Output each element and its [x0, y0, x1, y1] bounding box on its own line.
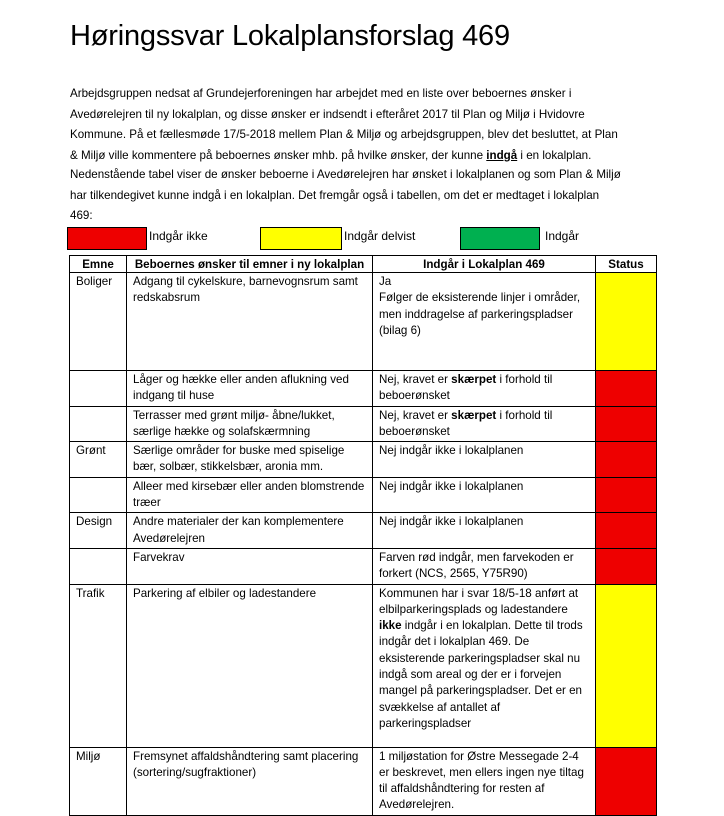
header-onsker: Beboernes ønsker til emner i ny lokalplan: [127, 256, 373, 273]
table-row: [70, 273, 657, 371]
table-header-row: [70, 256, 657, 273]
status-cell: [596, 513, 657, 549]
cell-onske: Parkering af elbiler og ladestandere: [127, 584, 373, 747]
svar-line: Ja: [379, 275, 392, 288]
cell-emne: Grønt: [70, 442, 127, 478]
svar-text: Følger de eksisterende linjer i områder, men inddragelse af parkeringspladser (bilag 6): [379, 291, 581, 337]
table-row: [70, 371, 657, 407]
wishes-table: [69, 255, 657, 816]
header-indgar: Indgår i Lokalplan 469: [373, 256, 596, 273]
cell-emne: Trafik: [70, 584, 127, 747]
table-row: [70, 747, 657, 815]
cell-onske: Særlige områder for buske med spiselige bær, solbær, stikkelsbær, aronia mm.: [127, 442, 373, 478]
cell-emne: [70, 371, 127, 407]
cell-svar: [373, 273, 596, 371]
status-cell: [596, 442, 657, 478]
cell-onske: Andre materialer der kan komplementere Avedørelejren: [127, 513, 373, 549]
cell-emne: Boliger: [70, 273, 127, 371]
intro-line-part: i en lokalplan.: [517, 148, 592, 162]
status-cell: [596, 548, 657, 584]
desc-line: har tilkendegivet kunne indgå i en lokalplan. Det fremgår også i tabellen, om det er medtaget i lokalplan: [70, 188, 600, 202]
status-cell: [596, 747, 657, 815]
desc-line: 469:: [70, 209, 93, 222]
header-emne: Emne: [70, 256, 127, 273]
cell-svar: Nej, kravet er skærpet i forhold til beboerønsket: [373, 406, 596, 442]
cell-emne: Design: [70, 513, 127, 549]
legend-label: Indgår delvist: [344, 229, 416, 243]
cell-onske: Alleer med kirsebær eller anden blomstrende træer: [127, 477, 373, 513]
emphasis-indga: indgå: [486, 148, 518, 162]
description-paragraph: [70, 165, 670, 227]
table-row: [70, 513, 657, 549]
intro-paragraph: [70, 84, 670, 166]
cell-emne: Miljø: [70, 747, 127, 815]
status-cell: [596, 477, 657, 513]
cell-svar: Nej, kravet er skærpet i forhold til beboerønsket: [373, 371, 596, 407]
legend-label: Indgår ikke: [149, 229, 208, 243]
legend-swatch-green: [460, 227, 540, 250]
cell-svar: Nej indgår ikke i lokalplanen: [373, 477, 596, 513]
cell-emne: [70, 548, 127, 584]
table-row: [70, 406, 657, 442]
cell-svar: Nej indgår ikke i lokalplanen: [373, 442, 596, 478]
status-cell: [596, 406, 657, 442]
intro-line: Avedørelejren til ny lokalplan, og disse ønsker er indsendt i efteråret 2017 til Plan og Miljø i Hvidovre: [70, 107, 585, 121]
cell-svar: Kommunen har i svar 18/5-18 anført at elbilparkeringsplads og ladestandere ikke indgår i en lokalplan. Dette til trods indgår det i lokalplan 469. De eksisterende parkeringspladser skal nu indgå som areal og der er i forvejen mangel på parkeringspladser. Det er en svækkelse af antallet af parkeringspladser: [373, 584, 596, 747]
cell-onske: Fremsynet affaldshåndtering samt placering (sortering/sugfraktioner): [127, 747, 373, 815]
cell-onske: Terrasser med grønt miljø- åbne/lukket, særlige hække og solafskærmning: [127, 406, 373, 442]
status-legend: [67, 227, 667, 249]
cell-onske: Farvekrav: [127, 548, 373, 584]
legend-swatch-red: [67, 227, 147, 250]
page-title: Høringssvar Lokalplansforslag 469: [70, 20, 510, 52]
legend-swatch-yellow: [260, 227, 342, 250]
intro-line-part: & Miljø ville kommentere på beboernes ønsker mhb. på hvilke ønsker, der kunne: [70, 148, 487, 162]
cell-emne: [70, 406, 127, 442]
intro-line: Arbejdsgruppen nedsat af Grundejerforeningen har arbejdet med en liste over beboernes ønsker i: [70, 87, 572, 100]
legend-label: Indgår: [545, 229, 580, 243]
cell-emne: [70, 477, 127, 513]
table-row: [70, 477, 657, 513]
status-cell: [596, 273, 657, 371]
table-row: [70, 584, 657, 747]
cell-svar: Farven rød indgår, men farvekoden er forkert (NCS, 2565, Y75R90): [373, 548, 596, 584]
cell-svar: Nej indgår ikke i lokalplanen: [373, 513, 596, 549]
header-status: Status: [596, 256, 657, 273]
status-cell: [596, 371, 657, 407]
table-row: [70, 548, 657, 584]
intro-line: Kommune. På et fællesmøde 17/5-2018 mellem Plan & Miljø og arbejdsgruppen, blev det besluttet, at Plan: [70, 128, 618, 141]
cell-svar: 1 miljøstation for Østre Messegade 2-4 er beskrevet, men ellers ingen nye tiltag til affaldshåndtering for resten af Avedørelejren.: [373, 747, 596, 815]
desc-line: Nedenstående tabel viser de ønsker beboerne i Avedørelejren har ønsket i lokalplanen og som Plan & Miljø: [70, 168, 621, 181]
status-cell: [596, 584, 657, 747]
intro-line: [70, 146, 670, 167]
cell-onske: Adgang til cykelskure, barnevognsrum samt redskabsrum: [127, 273, 373, 371]
table-row: [70, 442, 657, 478]
cell-onske: Låger og hække eller anden aflukning ved indgang til huse: [127, 371, 373, 407]
